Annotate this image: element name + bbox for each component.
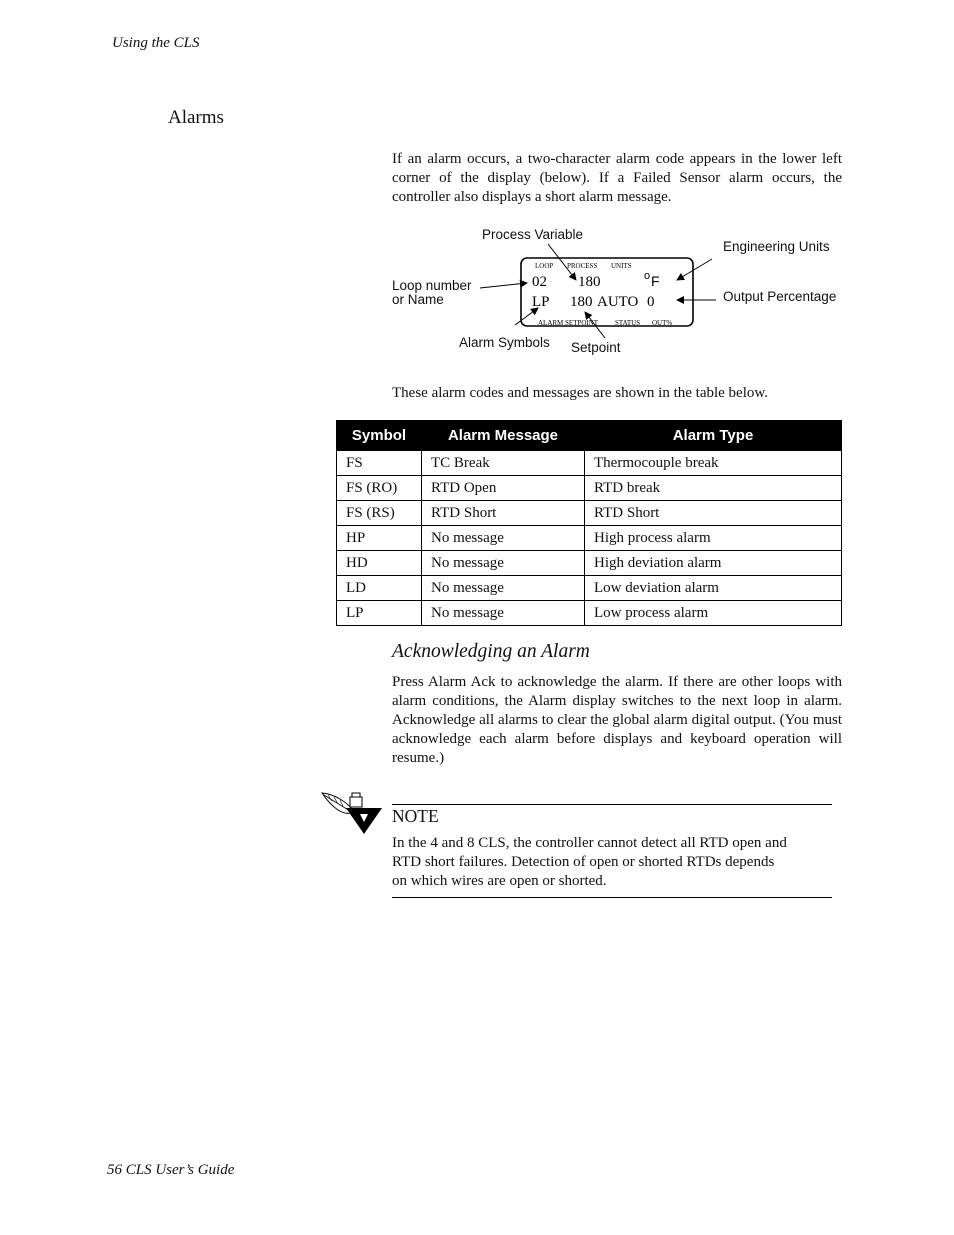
- display-label-alarm-setpoint: ALARM SETPOINT: [538, 319, 599, 327]
- cell-alarm-message: RTD Short: [422, 501, 585, 526]
- table-row: [337, 501, 842, 526]
- display-status: AUTO: [597, 294, 639, 310]
- cell-alarm-type: Thermocouple break: [585, 451, 842, 476]
- display-diagram: [380, 222, 860, 367]
- cell-symbol: FS: [337, 451, 422, 476]
- cell-symbol: FS (RS): [337, 501, 422, 526]
- callout-loop-number: Loop number: [392, 278, 472, 293]
- table-header-row: [337, 421, 842, 451]
- cell-alarm-type: High deviation alarm: [585, 551, 842, 576]
- subsection-title: Acknowledging an Alarm: [392, 641, 590, 662]
- callout-output-percentage: Output Percentage: [723, 289, 837, 304]
- note-bottom-rule: [392, 897, 832, 898]
- cell-alarm-message: No message: [422, 576, 585, 601]
- callout-loop-name: or Name: [392, 292, 444, 307]
- column-header-symbol: Symbol: [337, 421, 422, 451]
- display-alarm-code: LP: [532, 294, 550, 310]
- cell-alarm-type: Low deviation alarm: [585, 576, 842, 601]
- note-top-rule: [392, 804, 832, 805]
- display-label-out: OUT%: [652, 319, 673, 327]
- display-loop-number: 02: [532, 274, 547, 290]
- cell-alarm-message: TC Break: [422, 451, 585, 476]
- cell-alarm-type: Low process alarm: [585, 601, 842, 626]
- display-process-value: 180: [578, 274, 601, 290]
- running-header: Using the CLS: [112, 35, 200, 51]
- cell-symbol: LD: [337, 576, 422, 601]
- cell-alarm-type: RTD Short: [585, 501, 842, 526]
- display-degree-symbol: o: [644, 270, 651, 282]
- cell-alarm-type: High process alarm: [585, 526, 842, 551]
- display-output: 0: [647, 294, 655, 310]
- table-row: [337, 601, 842, 626]
- table-row: [337, 576, 842, 601]
- table-row: [337, 551, 842, 576]
- column-header-alarm-type: Alarm Type: [585, 421, 842, 451]
- cell-alarm-message: No message: [422, 526, 585, 551]
- cell-alarm-message: RTD Open: [422, 476, 585, 501]
- cell-alarm-message: No message: [422, 551, 585, 576]
- acknowledge-paragraph: Press Alarm Ack to acknowledge the alarm. If there are other loops with alarm conditions, the Alarm display switches to the next loop in alarm. Acknowledge all alarms to clear the global alarm digital output. (You must acknowledge each alarm before displays and keyboard operation will resume.): [392, 674, 842, 766]
- callout-setpoint: Setpoint: [571, 340, 621, 355]
- cell-symbol: FS (RO): [337, 476, 422, 501]
- display-label-loop: LOOP: [535, 262, 554, 270]
- display-setpoint: 180: [570, 294, 593, 310]
- cell-alarm-message: No message: [422, 601, 585, 626]
- note-quill-icon: [320, 790, 384, 838]
- intro-paragraph: If an alarm occurs, a two-character alarm code appears in the lower left corner of the display (below). If a Failed Sensor alarm occurs, the controller also displays a short alarm message.: [392, 151, 842, 205]
- column-header-alarm-message: Alarm Message: [422, 421, 585, 451]
- cell-symbol: HP: [337, 526, 422, 551]
- table-row: [337, 476, 842, 501]
- cell-alarm-type: RTD break: [585, 476, 842, 501]
- display-label-status: STATUS: [615, 319, 641, 327]
- alarm-codes-table: [336, 420, 842, 626]
- section-title: Alarms: [168, 107, 224, 128]
- leader-loop-number: [480, 283, 527, 288]
- display-label-process: PROCESS: [567, 262, 598, 270]
- page-footer: 56 CLS User’s Guide: [107, 1162, 235, 1178]
- callout-engineering-units: Engineering Units: [723, 239, 830, 254]
- table-row: [337, 451, 842, 476]
- note-title: NOTE: [392, 806, 439, 826]
- table-intro-paragraph: These alarm codes and messages are shown in the table below.: [392, 385, 768, 401]
- callout-alarm-symbols: Alarm Symbols: [459, 335, 550, 350]
- display-unit: F: [651, 273, 660, 289]
- callout-process-variable: Process Variable: [482, 227, 584, 242]
- cell-symbol: LP: [337, 601, 422, 626]
- cell-symbol: HD: [337, 551, 422, 576]
- note-text: In the 4 and 8 CLS, the controller cannot detect all RTD open and RTD short failures. Detection of open or shorted RTDs depends on which wires are open or shorted.: [392, 835, 787, 889]
- table-row: [337, 526, 842, 551]
- display-label-units: UNITS: [611, 262, 632, 270]
